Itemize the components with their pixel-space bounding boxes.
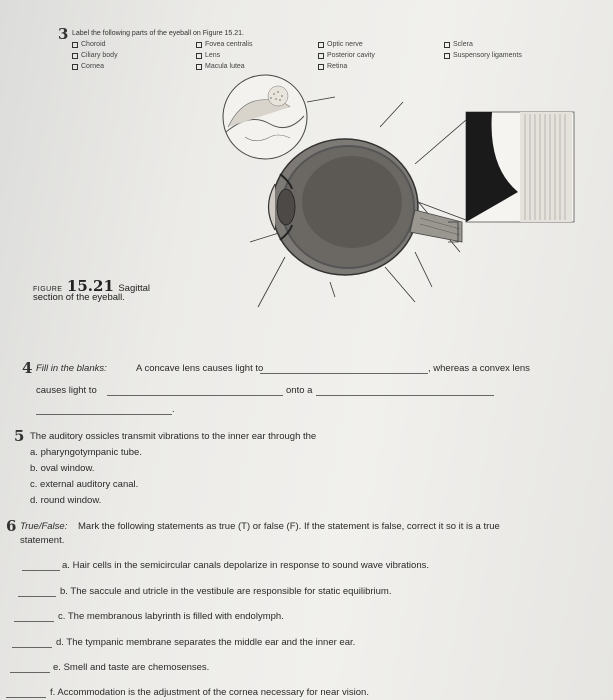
figure-caption: FIGURE 15.21 Sagittal: [33, 277, 151, 295]
label-optic-nerve[interactable]: Optic nerve: [318, 41, 363, 48]
label-macula-lutea[interactable]: Macula lutea: [196, 63, 245, 70]
label-sclera[interactable]: Sclera: [444, 41, 473, 48]
option-5a[interactable]: a. pharyngotympanic tube.: [30, 447, 142, 458]
statement-6c: c. The membranous labyrinth is filled with endolymph.: [58, 611, 284, 622]
checkbox[interactable]: [444, 53, 450, 59]
option-5c[interactable]: c. external auditory canal.: [30, 479, 139, 490]
blank-4-3[interactable]: [316, 395, 494, 396]
question-3-prompt: Label the following parts of the eyeball on Figure 15.21.: [72, 30, 245, 37]
checkbox[interactable]: [318, 42, 324, 48]
question-3-number: 3: [58, 25, 69, 43]
statement-6e: e. Smell and taste are chemosenses.: [53, 662, 210, 673]
checkbox[interactable]: [72, 64, 78, 70]
answer-blank-6c[interactable]: [14, 621, 54, 622]
question-4-number: 4: [22, 359, 33, 377]
blank-4-2[interactable]: [107, 395, 283, 396]
statement-6d: d. The tympanic membrane separates the middle ear and the inner ear.: [56, 637, 356, 648]
question-6-prompt-2: statement.: [20, 535, 65, 546]
question-6-prompt: Mark the following statements as true (T) or false (F). If the statement is false, correct it so it is a true: [78, 521, 500, 532]
label-ciliary-body[interactable]: Ciliary body: [72, 52, 118, 59]
question-4-text-b: , whereas a convex lens: [428, 363, 530, 374]
answer-blank-6a[interactable]: [22, 570, 60, 571]
checkbox[interactable]: [196, 42, 202, 48]
answer-blank-6f[interactable]: [6, 697, 46, 698]
answer-blank-6d[interactable]: [12, 647, 52, 648]
label-lens[interactable]: Lens: [196, 52, 220, 59]
checkbox[interactable]: [72, 42, 78, 48]
answer-blank-6e[interactable]: [10, 672, 50, 673]
blank-4-4[interactable]: [36, 414, 172, 415]
statement-6b: b. The saccule and utricle in the vestibule are responsible for static equilibrium.: [60, 586, 392, 597]
checkbox[interactable]: [444, 42, 450, 48]
question-4-text-c: causes light to: [36, 385, 97, 396]
option-5d[interactable]: d. round window.: [30, 495, 102, 506]
label-fovea-centralis[interactable]: Fovea centralis: [196, 41, 252, 48]
question-6-number: 6: [6, 517, 17, 535]
checkbox[interactable]: [318, 64, 324, 70]
label-suspensory-ligaments[interactable]: Suspensory ligaments: [444, 52, 522, 59]
checkbox[interactable]: [196, 64, 202, 70]
label-choroid[interactable]: Choroid: [72, 41, 106, 48]
optic-nerve: [410, 210, 462, 242]
question-5-prompt: The auditory ossicles transmit vibrations to the inner ear through the: [30, 431, 317, 442]
figure-caption-line2: section of the eyeball.: [33, 292, 125, 303]
checkbox[interactable]: [318, 53, 324, 59]
question-5-number: 5: [14, 427, 25, 445]
question-6-intro: True/False:: [20, 521, 68, 532]
label-posterior-cavity[interactable]: Posterior cavity: [318, 52, 375, 59]
eyeball-figure: [170, 72, 590, 312]
checkbox[interactable]: [72, 53, 78, 59]
question-4-end: .: [172, 404, 175, 415]
checkbox[interactable]: [196, 53, 202, 59]
label-retina[interactable]: Retina: [318, 63, 347, 70]
eyeball: [269, 139, 419, 275]
blank-4-1[interactable]: [260, 373, 428, 374]
option-5b[interactable]: b. oval window.: [30, 463, 95, 474]
label-cornea[interactable]: Cornea: [72, 63, 104, 70]
retina-inset: [415, 112, 574, 222]
question-4-intro: Fill in the blanks:: [36, 363, 107, 374]
answer-blank-6b[interactable]: [18, 596, 56, 597]
question-4-text-a: A concave lens causes light to: [136, 363, 264, 374]
statement-6f: f. Accommodation is the adjustment of the cornea necessary for near vision.: [50, 687, 369, 698]
question-4-text-d: onto a: [286, 385, 313, 396]
statement-6a: a. Hair cells in the semicircular canals depolarize in response to sound wave vibrations.: [62, 560, 429, 571]
inset-circle: [223, 75, 307, 159]
